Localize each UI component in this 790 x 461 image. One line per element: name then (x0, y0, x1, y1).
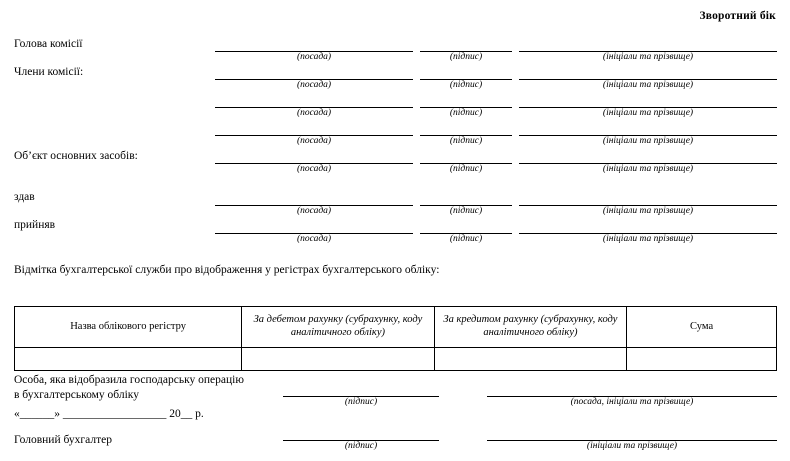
caption-position: (посада) (296, 136, 332, 146)
signature-row-accepted (0, 220, 790, 246)
members-label: Члени комісії: (14, 66, 84, 78)
caption-initials: (ініціали та прізвище) (602, 52, 694, 62)
caption-position: (посада) (296, 234, 332, 244)
caption-signature: (підпис) (344, 441, 378, 451)
signature-row-chair (0, 38, 790, 64)
date-line: «______» __________________ 20__ р. (14, 408, 204, 420)
table-header-row (15, 307, 777, 348)
caption-signature: (підпис) (449, 206, 483, 216)
register-table (14, 306, 777, 371)
table-row[interactable] (15, 348, 777, 371)
chief-accountant-label: Головний бухгалтер (14, 434, 112, 446)
caption-signature: (підпис) (449, 136, 483, 146)
caption-signature: (підпис) (449, 234, 483, 244)
table-header-register: Назва облікового регістру (15, 307, 242, 348)
caption-signature: (підпис) (449, 108, 483, 118)
caption-signature: (підпис) (449, 164, 483, 174)
caption-position-initials: (посада, ініціали та прізвище) (570, 397, 694, 407)
caption-initials: (ініціали та прізвище) (602, 234, 694, 244)
caption-initials: (ініціали та прізвище) (602, 164, 694, 174)
cell-credit[interactable] (434, 348, 626, 371)
caption-initials: (ініціали та прізвище) (586, 441, 678, 451)
page-title: Зворотний бік (699, 10, 776, 22)
signature-row-handed-over (0, 192, 790, 218)
cell-debit[interactable] (242, 348, 434, 371)
accounting-note: Відмітка бухгалтерської служби про відображення у регістрах бухгалтерського обліку: (14, 264, 440, 276)
table-header-debit: За дебетом рахунку (субрахунку, коду аналітичного обліку) (242, 307, 434, 348)
cell-sum[interactable] (627, 348, 777, 371)
table-header-sum: Сума (627, 307, 777, 348)
caption-signature: (підпис) (449, 52, 483, 62)
person-line-1: Особа, яка відобразила господарську операцію (14, 374, 244, 386)
accepted-label: прийняв (14, 219, 56, 231)
caption-position: (посада) (296, 52, 332, 62)
object-label: Об’єкт основних засобів: (14, 150, 138, 162)
caption-initials: (ініціали та прізвище) (602, 80, 694, 90)
caption-position: (посада) (296, 80, 332, 90)
caption-initials: (ініціали та прізвище) (602, 206, 694, 216)
caption-initials: (ініціали та прізвище) (602, 136, 694, 146)
caption-position: (посада) (296, 206, 332, 216)
signature-row-member-3 (0, 122, 790, 148)
caption-initials: (ініціали та прізвище) (602, 108, 694, 118)
chair-label: Голова комісії (14, 38, 83, 50)
table-header-credit: За кредитом рахунку (субрахунку, коду аналітичного обліку) (434, 307, 626, 348)
signature-row-member-4 (0, 150, 790, 176)
signature-row-member-2 (0, 94, 790, 120)
handed-over-label: здав (14, 191, 35, 203)
caption-position: (посада) (296, 164, 332, 174)
caption-position: (посада) (296, 108, 332, 118)
cell-register[interactable] (15, 348, 242, 371)
signature-row-member-1 (0, 66, 790, 92)
caption-signature: (підпис) (449, 80, 483, 90)
caption-signature: (підпис) (344, 397, 378, 407)
person-line-2: в бухгалтерському обліку (14, 389, 139, 401)
